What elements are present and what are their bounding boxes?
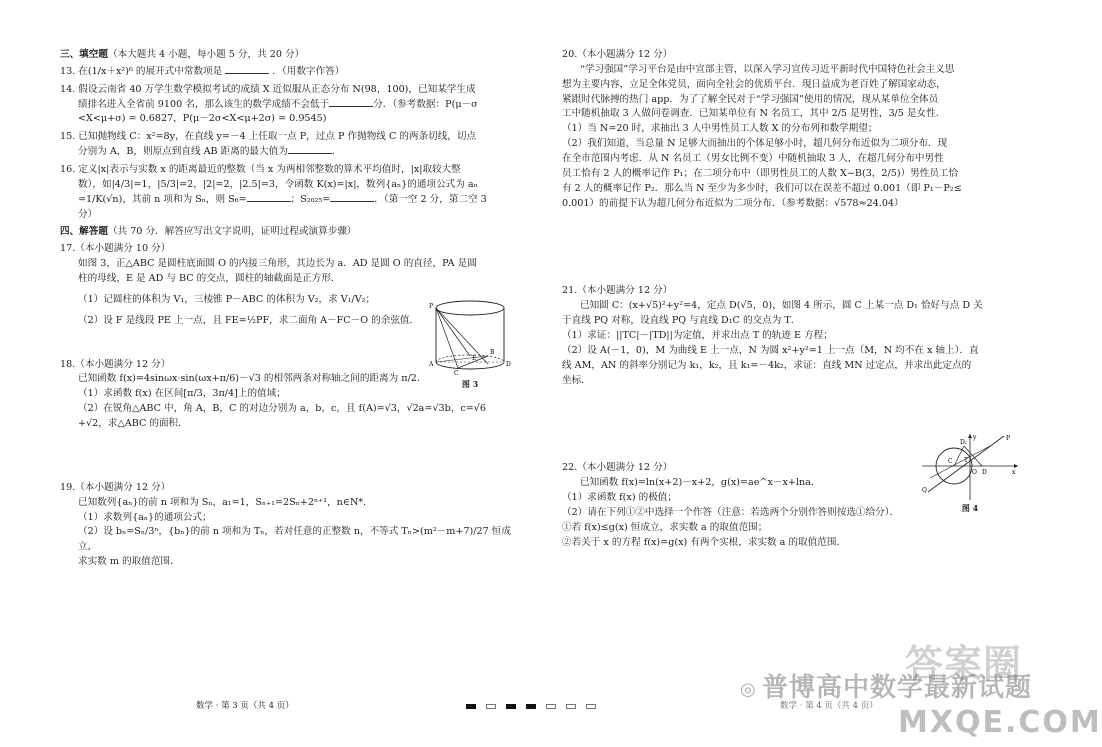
svg-text:D: D bbox=[506, 361, 511, 368]
watermark-channel: 普博高中数学最新试题 bbox=[762, 673, 1033, 703]
svg-text:x: x bbox=[1012, 469, 1016, 476]
watermark-answer: 答案圈 bbox=[905, 642, 1023, 686]
answer-blank bbox=[288, 145, 332, 154]
question-22: 22.（本小题满分 12 分） 已知函数 f(x)=ln(x+2)－x+2，g(x)=ae^x－x+lna． （1）求函数 f(x) 的极值； （2）请在下列①②中选择一个作答（注意：若选两个分别作答则按选①给分）． ①若 f(x)≤g(x) 恒成立，求实数 a 的取值范围； ②若关于 x 的方程 f(x)=g(x) 有两个实根，求实数 a 的取值范围． bbox=[562, 462, 900, 548]
figure-3-caption: 图 3 bbox=[461, 379, 479, 389]
mark-outline bbox=[486, 704, 496, 709]
mark-filled bbox=[506, 704, 516, 709]
svg-text:B: B bbox=[490, 349, 495, 356]
svg-text:C: C bbox=[948, 458, 953, 465]
figure-4-circle bbox=[920, 432, 1020, 514]
mark-outline bbox=[586, 704, 596, 709]
question-15: 15. 已知抛物线 C：x²=8y，在直线 y=－4 上任取一点 P，过点 P 作抛物线 C 的两条切线，切点 分别为 A，B，则原点到直线 AB 距离的最大值为 ． bbox=[60, 131, 477, 158]
svg-text:A: A bbox=[429, 361, 434, 368]
question-16: 16. 定义|x|表示与实数 x 的距离最近的整数（当 x 为两相邻整数的算术平均值时，|x|取较大整 数），如|4/3|=1，|5/3|=2，|2|=2，|2.5|=3，令函数 K(x)=|x|，数列{aₙ}的通项公式为 aₙ =1/K(√n)，其前 n 项和为 Sₙ，则 S₆= ；S₂₀₂₅= ．（第一空 2 分，第二空 3 分） bbox=[60, 164, 487, 220]
figure-4-caption: 图 4 bbox=[961, 503, 979, 513]
page-number-label-right: 数学 · 第 4 页（共 4 页） bbox=[780, 701, 878, 711]
svg-text:y: y bbox=[973, 434, 977, 441]
cylinder-diagram bbox=[428, 298, 512, 378]
section-fill-in-note: （本大题共 4 小题，每小题 5 分，共 20 分） bbox=[107, 49, 305, 60]
question-19: 19.（本小题满分 12 分） 已知数列{aₙ}的前 n 项和为 Sₙ，a₁=1，Sₙ₊₁=2Sₙ+2ⁿ⁺¹，n∈N*． （1）求数列{aₙ}的通项公式； （2）设 bₙ=Sₙ/3ⁿ，{bₙ}的前 n 项和为 Tₙ，若对任意的正整数 n，不等式 Tₙ>(m²－m+7)/27 恒成立， 求实数 m 的取值范围． bbox=[60, 481, 511, 568]
answer-blank bbox=[247, 193, 291, 202]
answer-blank bbox=[225, 65, 269, 74]
watermark-site: MXQE.COM bbox=[898, 705, 1102, 740]
svg-text:D: D bbox=[982, 469, 987, 476]
mark-filled bbox=[466, 704, 476, 709]
question-20: 20.（本小题满分 12 分） “学习强国”学习平台是由中宣部主管，以深入学习宣传习近平新时代中国特色社会主义思 想为主要内容，立足全体党员，面向全社会的优质平台．現日益成为老百姓了解国家动态， 紧跟时代脉搏的热门 app．为了了解全民对于“学习强国”使用的情况，现从某单位全体员 工中随机抽取 3 人做问卷调查．已知某单位有 N 名员工，其中 2/5 是男性，3/5 是女性． （1）当 N=20 时，求抽出 3 人中男性员工人数 X 的分布列和数学期望； （2）我们知道，当总量 N 足够大而抽出的个体足够小时，超几何分布近似为二项分布．现 在全市范围内考虑．从 N 名员工（男女比例不变）中随机抽取 3 人，在超几何分布中男性 员工恰有 2 人的概率记作 P₁；在二项分布中（即男性员工的人数 X~B(3，2/5)）男性员工恰 有 2 人的概率记作 P₂．那么当 N 至少为多少时，我们可以在误差不超过 0.001（即 P₁－P₂≤ 0.001）的前提下认为超几何分布近似为二项分布．（参考数据：√578≈24.04） bbox=[562, 49, 962, 209]
svg-text:P: P bbox=[1006, 435, 1011, 442]
svg-text:E: E bbox=[472, 355, 477, 362]
mark-filled bbox=[526, 704, 536, 709]
registration-marks bbox=[466, 704, 596, 709]
wechat-icon: ◎ bbox=[740, 679, 756, 700]
section-fill-in-title: 三、填空题（本大题共 4 小题，每小题 5 分，共 20 分） bbox=[60, 49, 305, 60]
section-answer-note: （共 70 分．解答应写出文字说明，证明过程或演算步骤） bbox=[107, 226, 357, 238]
question-17: 17.（本小题满分 10 分） 如图 3，正△ABC 是圆柱底面圆 O 的内接三角形，其边长为 a．AD 是圆 O 的直径，PA 是圆 柱的母线，E 是 AD 与 BC 的交点，圆柱的轴截面是正方形． （1）记圆柱的体积为 V₁，三棱锥 P－ABC 的体积为 V₂，求 V₁/V₂； （2）设 F 是线段 PE 上一点，且 FE=½PF，求二面角 A－FC－O 的余弦值． bbox=[60, 243, 477, 326]
question-14: 14. 假设云南省 40 万学生数学模拟考试的成绩 X 近似服从正态分布 N(98，100)，已知某学生成 绩排名进入全省前 9100 名，那么该生的数学成绩不会低于 分．（参考数据：P(μ－σ <X<μ+σ) = 0.6827，P(μ－2σ<X<μ+2σ) = 0.9545) bbox=[60, 83, 478, 125]
answer-blank bbox=[329, 98, 373, 107]
svg-text:D₁: D₁ bbox=[960, 439, 968, 446]
mark-outline bbox=[566, 704, 576, 709]
section-answer-title: 四、解答题（共 70 分．解答应写出文字说明，证明过程或演算步骤） bbox=[60, 226, 357, 238]
svg-text:O: O bbox=[972, 469, 977, 476]
question-13: 13. 在(1/x＋x²)⁶ 的展开式中常数项是 ．（用数字作答） bbox=[60, 65, 345, 77]
mark-outline bbox=[546, 704, 556, 709]
svg-text:C: C bbox=[454, 370, 459, 377]
question-21: 21.（本小题满分 12 分） 已知圆 C：(x+√5)²+y²=4，定点 D(√5，0)，如图 4 所示，圆 C 上某一点 D₁ 恰好与点 D 关 于直线 PQ 对称，设直线 PQ 与直线 D₁C 的交点为 T． （1）求证：||TC|－|TD||为定值，并求出点 T 的轨迹 E 方程； （2）设 A(－1，0)，M 为曲线 E 上一点，N 为圆 x²+y²=1 上一点（M，N 均不在 x 轴上）．直 线 AM，AN 的斜率分别记为 k₁，k₂，且 k₁=－4k₂，求证：直线 MN 过定点，并求出此定点的 坐标． bbox=[562, 285, 983, 386]
figure-3-cylinder bbox=[428, 298, 512, 390]
svg-text:T: T bbox=[964, 457, 969, 464]
circle-diagram bbox=[920, 432, 1020, 502]
svg-text:P: P bbox=[429, 303, 434, 310]
page-number-label: 数学 · 第 3 页（共 4 页） bbox=[196, 701, 294, 711]
question-18: 18.（本小题满分 12 分） 已知函数 f(x)=4sinωx·sin(ωx+π/6)－√3 的相邻两条对称轴之间的距离为 π/2． （1）求函数 f(x) 在区间[π/3，3π/4]上的值域； （2）在锐角△ABC 中，角 A，B，C 的对边分别为 a，b，c，且 f(A)=√3，√2a=√3b，c=√6 +√2，求△ABC 的面积． bbox=[60, 358, 487, 430]
svg-text:Q: Q bbox=[922, 487, 927, 494]
answer-blank bbox=[330, 193, 374, 202]
